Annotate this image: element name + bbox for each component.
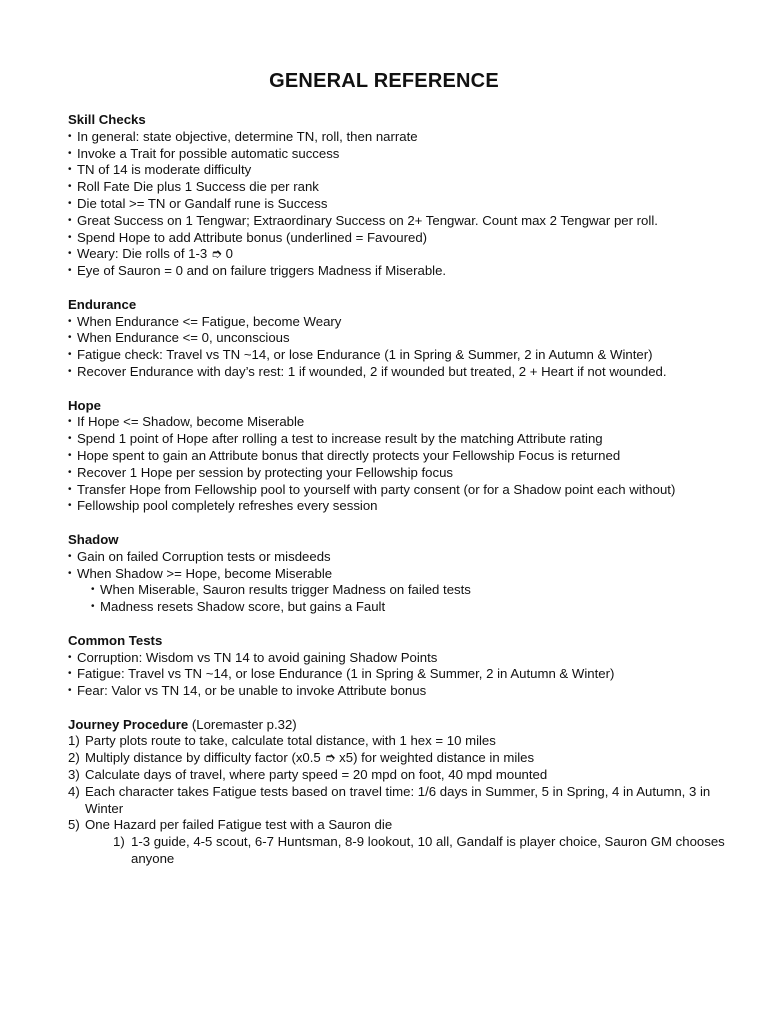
heading-reference-note: (Loremaster p.32) [188,716,297,732]
section-endurance [68,297,728,381]
sub-list-item: • Madness resets Shadow score, but gains a Fault [68,599,728,616]
list-item: • Roll Fate Die plus 1 Success die per rank [68,179,728,196]
numbered-step [68,817,728,834]
numbered-sub-step [68,834,728,868]
section-common-tests [68,633,728,700]
list-item: • Fatigue check: Travel vs TN ~14, or lose Endurance (1 in Spring & Summer, 2 in Autumn & Winter) [68,347,728,364]
section-journey-procedure [68,717,728,868]
step-number: 5) [68,817,80,833]
list-item: • Spend 1 point of Hope after rolling a test to increase result by the matching Attribute rating [68,431,728,448]
list-item: • Fear: Valor vs TN 14, or be unable to invoke Attribute bonus [68,683,728,700]
step-number: 2) [68,750,80,766]
list-item: • Eye of Sauron = 0 and on failure triggers Madness if Miserable. [68,263,728,280]
step-text: Each character takes Fatigue tests based on travel time: 1/6 days in Summer, 5 in Spring, 4 in Autumn, 3 in Winter [85,783,711,816]
step-number: 1) [68,733,80,749]
list-item: • Die total >= TN or Gandalf rune is Success [68,196,728,213]
section-shadow [68,532,728,616]
step-number: 1) [113,834,125,850]
list-item: • Recover 1 Hope per session by protecting your Fellowship focus [68,465,728,482]
list-item: • Gain on failed Corruption tests or misdeeds [68,549,728,566]
step-text: One Hazard per failed Fatigue test with a Sauron die [85,817,393,833]
numbered-step [68,767,728,784]
list-item: • Spend Hope to add Attribute bonus (underlined = Favoured) [68,230,728,247]
section-heading: Journey Procedure [68,716,189,732]
content [68,112,728,885]
section-heading: Common Tests [68,632,163,648]
list-item: • Fatigue: Travel vs TN ~14, or lose Endurance (1 in Spring & Summer, 2 in Autumn & Winter) [68,666,728,683]
section-heading: Skill Checks [68,112,146,127]
list-item: • When Shadow >= Hope, become Miserable [68,566,728,583]
section-heading-line [68,717,728,734]
step-text: Party plots route to take, calculate total distance, with 1 hex = 10 miles [85,733,496,749]
list-item: • TN of 14 is moderate difficulty [68,162,728,179]
numbered-step [68,733,728,750]
step-number: 3) [68,767,80,783]
list-item: • Corruption: Wisdom vs TN 14 to avoid gaining Shadow Points [68,650,728,667]
sub-list-item: • When Miserable, Sauron results trigger Madness on failed tests [68,582,728,599]
list-item: • When Endurance <= 0, unconscious [68,330,728,347]
list-item: • Weary: Die rolls of 1-3 ➮ 0 [68,246,728,263]
list-item: • Transfer Hope from Fellowship pool to yourself with party consent (or for a Shadow point each without) [68,482,728,499]
step-text: Calculate days of travel, where party speed = 20 mpd on foot, 40 mpd mounted [85,767,548,783]
page-title: GENERAL REFERENCE [269,70,499,92]
section-heading: Endurance [68,296,137,312]
step-text: Multiply distance by difficulty factor (x0.5 ➮ x5) for weighted distance in miles [85,750,535,766]
list-item: • Fellowship pool completely refreshes every session [68,498,728,515]
numbered-step [68,784,728,818]
section-skill-checks [68,112,728,280]
list-item: • When Endurance <= Fatigue, become Weary [68,314,728,331]
step-text: 1-3 guide, 4-5 scout, 6-7 Huntsman, 8-9 lookout, 10 all, Gandalf is player choice, Sauron GM chooses anyone [131,834,725,867]
section-heading: Shadow [68,531,119,547]
list-item: • Recover Endurance with day’s rest: 1 if wounded, 2 if wounded but treated, 2 + Heart if not wounded. [68,364,728,381]
numbered-step [68,750,728,767]
list-item: • If Hope <= Shadow, become Miserable [68,414,728,431]
section-hope [68,398,728,516]
list-item: • Great Success on 1 Tengwar; Extraordinary Success on 2+ Tengwar. Count max 2 Tengwar per roll. [68,213,728,230]
list-item: • In general: state objective, determine TN, roll, then narrate [68,129,728,146]
list-item: • Hope spent to gain an Attribute bonus that directly protects your Fellowship Focus is returned [68,448,728,465]
list-item: • Invoke a Trait for possible automatic success [68,146,728,163]
step-number: 4) [68,783,80,799]
section-heading: Hope [68,397,101,413]
